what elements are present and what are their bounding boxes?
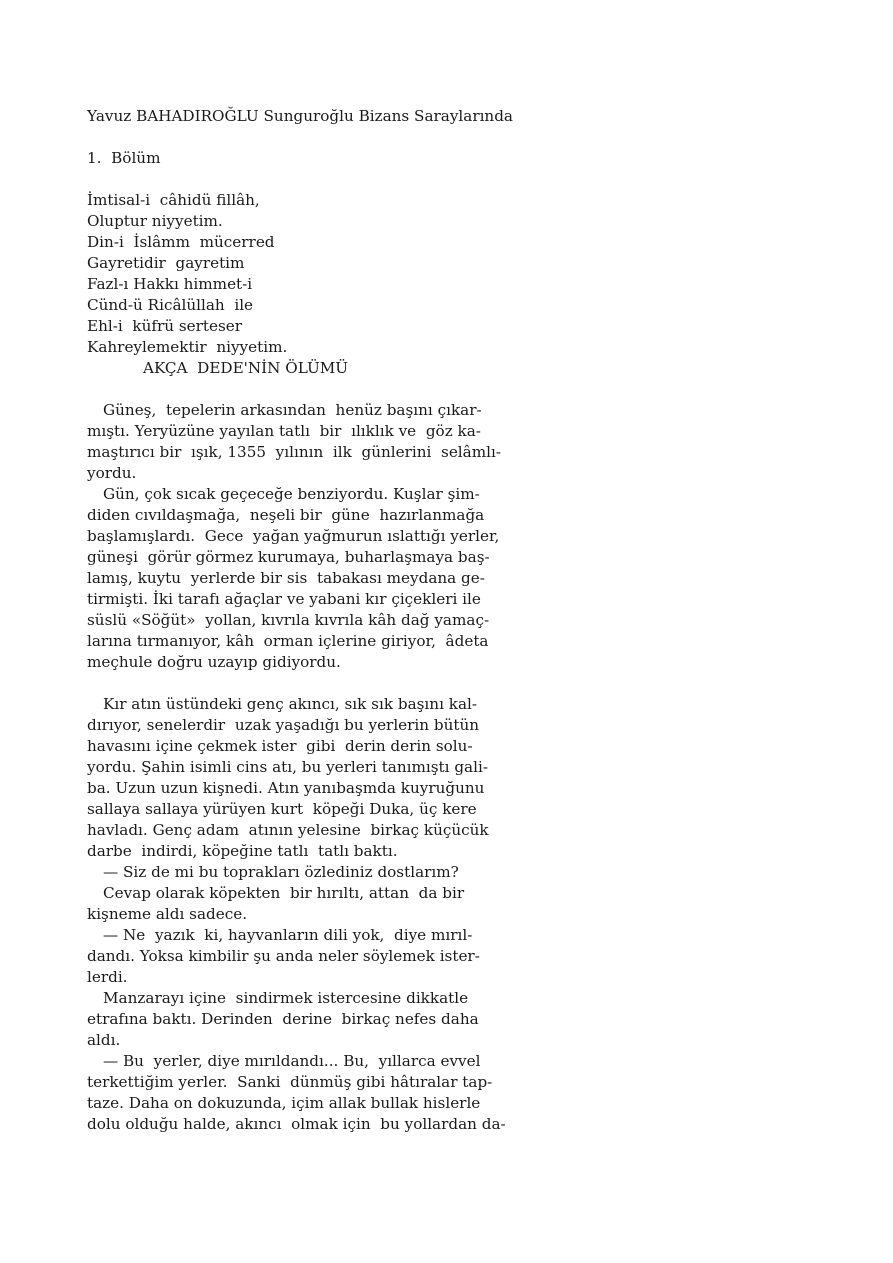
body-line: mıştı. Yeryüzüne yayılan tatlı bir ılıklık ve göz ka- xyxy=(87,422,481,440)
body-line: etrafına baktı. Derinden derine birkaç nefes daha xyxy=(87,1010,479,1028)
body-line: terkettiğim yerler. Sanki dünmüş gibi hâtıralar tap- xyxy=(87,1073,493,1091)
body-line: tirmişti. İki tarafı ağaçlar ve yabani kır çiçekleri ile xyxy=(87,590,481,608)
spacer xyxy=(87,169,517,190)
body-line: havasını içine çekmek ister gibi derin derin solu- xyxy=(87,737,473,755)
spacer xyxy=(87,379,517,400)
body-line: güneşi görür görmez kurumaya, buharlaşmaya baş- xyxy=(87,548,490,566)
body-line: meçhule doğru uzayıp gidiyordu. xyxy=(87,653,341,671)
poem-line: Kahreylemektir niyyetim. xyxy=(87,338,288,356)
poem-line: Fazl-ı Hakkı himmet-i xyxy=(87,275,253,293)
body-line: — Bu yerler, diye mırıldandı... Bu, yıllarca evvel xyxy=(103,1052,481,1070)
body-line: taze. Daha on dokuzunda, içim allak bullak hislerle xyxy=(87,1094,481,1112)
document-header: Yavuz BAHADIROĞLU Sunguroğlu Bizans Saraylarında xyxy=(87,107,513,125)
body-line: lamış, kuytu yerlerde bir sis tabakası meydana ge- xyxy=(87,569,485,587)
document-page xyxy=(87,106,517,1135)
body-line: kişneme aldı sadece. xyxy=(87,905,248,923)
body-text xyxy=(87,400,517,1135)
body-line: larına tırmanıyor, kâh orman içlerine giriyor, âdeta xyxy=(87,632,489,650)
poem-line: Cünd-ü Ricâlüllah ile xyxy=(87,296,254,314)
poem-block xyxy=(87,190,517,358)
spacer xyxy=(87,127,517,148)
chapter-title: AKÇA DEDE'NİN ÖLÜMÜ xyxy=(143,359,349,377)
body-line: lerdi. xyxy=(87,968,128,986)
body-line: sallaya sallaya yürüyen kurt köpeği Duka, üç kere xyxy=(87,800,477,818)
body-line: diden cıvıldaşmağa, neşeli bir güne hazırlanmağa xyxy=(87,506,485,524)
body-line: aldı. xyxy=(87,1031,121,1049)
poem-line: Oluptur niyyetim. xyxy=(87,212,223,230)
body-line: Güneş, tepelerin arkasından henüz başını çıkar- xyxy=(103,401,482,419)
body-line: dolu olduğu halde, akıncı olmak için bu yollardan da- xyxy=(87,1115,506,1133)
body-line: havladı. Genç adam atının yelesine birkaç küçücük xyxy=(87,821,489,839)
body-line: süslü «Söğüt» yollan, kıvrıla kıvrıla kâh dağ yamaç- xyxy=(87,611,490,629)
body-line: Gün, çok sıcak geçeceğe benziyordu. Kuşlar şim- xyxy=(103,485,480,503)
body-line: — Ne yazık ki, hayvanların dili yok, diye mırıl- xyxy=(103,926,473,944)
poem-line: Ehl-i küfrü serteser xyxy=(87,317,243,335)
spacer xyxy=(87,673,517,694)
body-line: — Siz de mi bu toprakları özlediniz dostlarım? xyxy=(103,863,459,881)
body-line: yordu. xyxy=(87,464,137,482)
body-line: darbe indirdi, köpeğine tatlı tatlı baktı. xyxy=(87,842,398,860)
body-line: yordu. Şahin isimli cins atı, bu yerleri tanımıştı gali- xyxy=(87,758,488,776)
body-line: maştırıcı bir ışık, 1355 yılının ilk günlerini selâmlı- xyxy=(87,443,501,461)
section-heading: 1. Bölüm xyxy=(87,149,161,167)
poem-line: Din-i İslâmm mücerred xyxy=(87,233,275,251)
body-line: başlamışlardı. Gece yağan yağmurun ıslattığı yerler, xyxy=(87,527,500,545)
poem-line: Gayretidir gayretim xyxy=(87,254,245,272)
body-line: dandı. Yoksa kimbilir şu anda neler söylemek ister- xyxy=(87,947,480,965)
body-line: dırıyor, senelerdir uzak yaşadığı bu yerlerin bütün xyxy=(87,716,480,734)
body-line: ba. Uzun uzun kişnedi. Atın yanıbaşmda kuyruğunu xyxy=(87,779,485,797)
body-line: Kır atın üstündeki genç akıncı, sık sık başını kal- xyxy=(103,695,477,713)
body-line: Cevap olarak köpekten bir hırıltı, attan da bir xyxy=(103,884,465,902)
body-line: Manzarayı içine sindirmek istercesine dikkatle xyxy=(103,989,469,1007)
poem-line: İmtisal-i câhidü fillâh, xyxy=(87,191,260,209)
